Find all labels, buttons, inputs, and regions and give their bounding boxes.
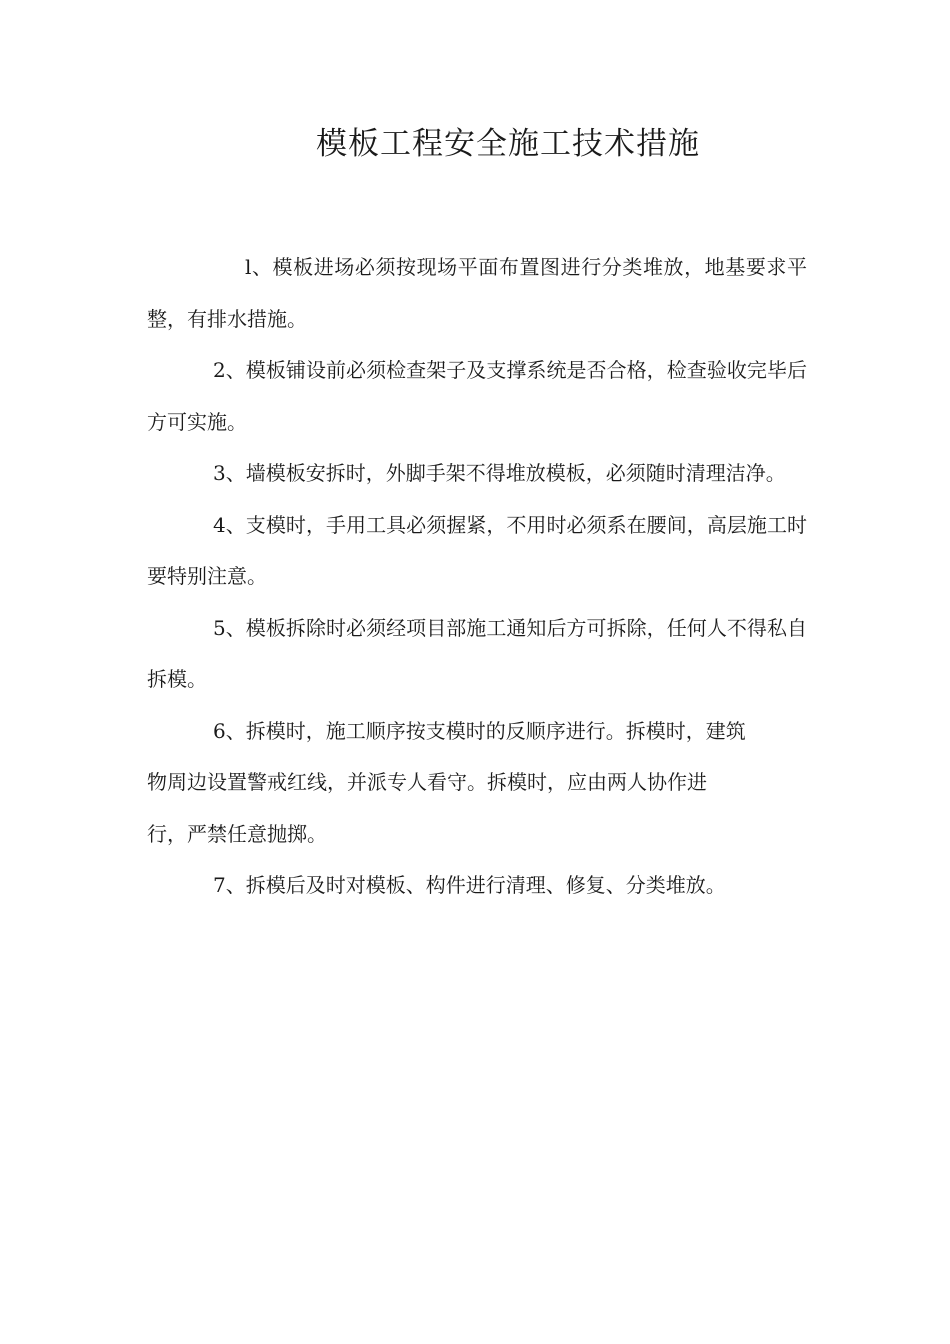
paragraph-3: 3、墙模板安拆时，外脚手架不得堆放模板，必须随时清理洁净。: [213, 461, 786, 485]
paragraph-7: 7、拆模后及时对模板、构件进行清理、修复、分类堆放。: [213, 873, 726, 897]
paragraph-1: l、模板进场必须按现场平面布置图进行分类堆放，地基要求平整，有排水措施。: [147, 255, 807, 331]
document-title: 模板工程安全施工技术措施: [316, 126, 700, 162]
paragraph-2: 2、模板铺设前必须检查架子及支撑系统是否合格，检查验收完毕后方可实施。: [147, 358, 807, 434]
paragraph-6-line-2: 物周边设置警戒红线，并派专人看守。拆模时，应由两人协作进: [147, 770, 707, 794]
document-body: [147, 242, 807, 912]
paragraph-5: 5、模板拆除时必须经项目部施工通知后方可拆除，任何人不得私自拆模。: [147, 615, 807, 691]
paragraph-6: [147, 706, 807, 861]
paragraph-6-line-3: 行，严禁任意抛掷。: [147, 821, 327, 846]
paragraph-4: 4、支模时，手用工具必须握紧，不用时必须系在腰间，高层施工时要特别注意。: [147, 512, 807, 588]
paragraph-6-line-1: 6、拆模时，施工顺序按支模时的反顺序进行。拆模时，建筑: [213, 718, 746, 743]
